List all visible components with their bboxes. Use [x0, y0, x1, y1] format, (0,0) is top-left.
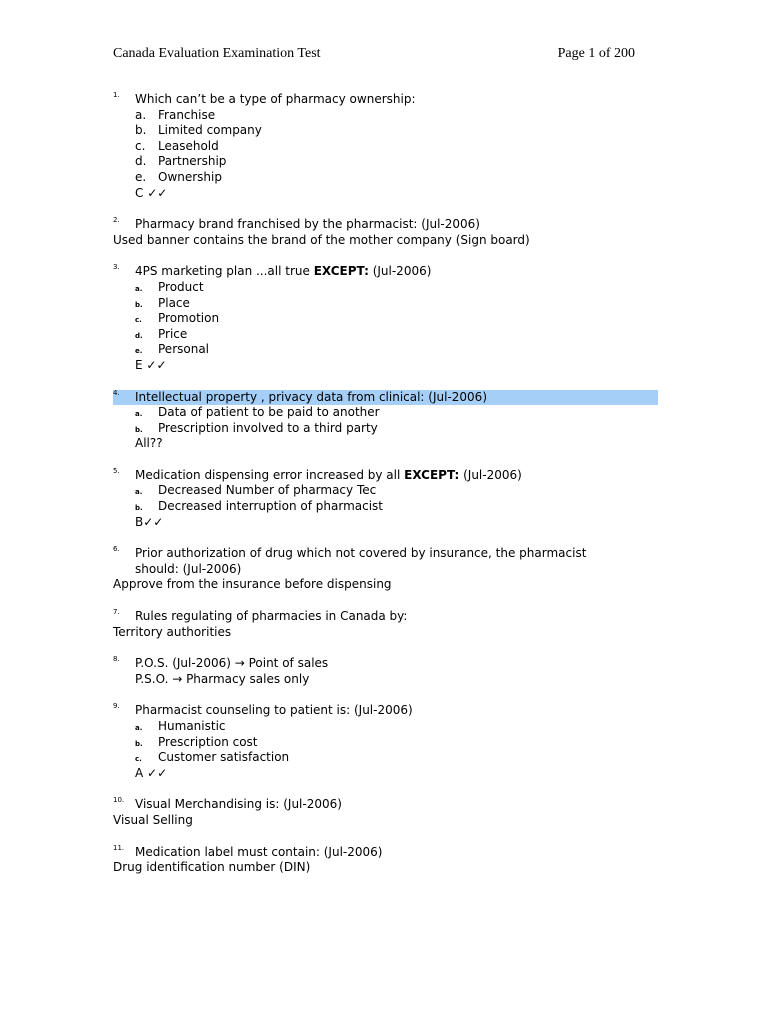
- option-letter: b.: [135, 300, 143, 309]
- question-number: 5.: [113, 466, 120, 475]
- question-text-line-2: P.S.O. → Pharmacy sales only: [135, 671, 310, 686]
- question-number: 3.: [113, 263, 120, 272]
- document-title: Canada Evaluation Examination Test: [113, 46, 321, 61]
- question-10: [113, 797, 658, 828]
- option: [135, 405, 658, 421]
- option-letter: a.: [135, 284, 143, 293]
- question-number: 9.: [113, 702, 120, 711]
- option-text: Product: [158, 279, 204, 294]
- option-text: Partnership: [158, 154, 227, 169]
- option-text: Promotion: [158, 311, 220, 326]
- option: [135, 327, 658, 343]
- question-8: [113, 656, 658, 687]
- question-text-part: (Jul-2006): [459, 467, 522, 482]
- option-text: Prescription cost: [158, 734, 258, 749]
- question-11: [113, 845, 658, 876]
- option-text: Price: [158, 326, 188, 341]
- option: [135, 719, 658, 735]
- option-letter: c.: [135, 138, 146, 153]
- question-number: 8.: [113, 655, 120, 664]
- answer: All??: [135, 436, 163, 451]
- answer: Used banner contains the brand of the mother company (Sign board): [113, 232, 530, 247]
- option-text: Customer satisfaction: [158, 750, 290, 765]
- question-list: [113, 92, 658, 892]
- question-3: [113, 264, 658, 373]
- option-text: Humanistic: [158, 719, 226, 733]
- option-text: Data of patient to be paid to another: [158, 405, 380, 420]
- answer: E ✓✓: [135, 357, 167, 372]
- question-number: 6.: [113, 545, 120, 554]
- option-letter: a.: [135, 724, 143, 732]
- question-number: 10.: [113, 796, 125, 805]
- answer: Drug identification number (DIN): [113, 860, 311, 875]
- option-letter: b.: [135, 123, 147, 138]
- option-letter: a.: [135, 410, 143, 419]
- option: [135, 108, 658, 124]
- option: [135, 170, 658, 186]
- option: [135, 421, 658, 437]
- option-letter: e.: [135, 169, 147, 184]
- option-letter: c.: [135, 755, 142, 764]
- question-1: [113, 92, 658, 201]
- answer: A ✓✓: [135, 765, 168, 780]
- option-letter: d.: [135, 154, 147, 169]
- option-letter: a.: [135, 107, 147, 122]
- option: [135, 311, 658, 327]
- options: [113, 483, 658, 514]
- option-text: Place: [158, 295, 190, 310]
- answer: C ✓✓: [135, 185, 168, 200]
- question-number: 11.: [113, 843, 125, 852]
- question-text: Pharmacy brand franchised by the pharmacist: (Jul-2006): [135, 217, 480, 232]
- question-text-bold: EXCEPT:: [404, 467, 460, 482]
- question-text: Which can’t be a type of pharmacy ownership:: [135, 92, 416, 106]
- options: [113, 719, 658, 766]
- question-number: 4.: [113, 388, 120, 397]
- option: [135, 154, 658, 170]
- option-text: Limited company: [158, 123, 262, 138]
- question-number: 1.: [113, 91, 120, 99]
- option-letter: c.: [135, 316, 142, 325]
- option-letter: e.: [135, 347, 143, 356]
- question-number: 7.: [113, 608, 120, 617]
- option: [135, 483, 658, 499]
- question-text: Visual Merchandising is: (Jul-2006): [135, 797, 342, 812]
- option: [135, 499, 658, 515]
- question-text: [113, 468, 658, 484]
- option: [135, 342, 658, 358]
- question-text: Pharmacist counseling to patient is: (Jul-2006): [135, 703, 413, 718]
- option-text: Decreased Number of pharmacy Tec: [158, 483, 377, 498]
- question-7: [113, 609, 658, 640]
- option-letter: a.: [135, 488, 143, 497]
- option: [135, 750, 658, 766]
- options: [113, 405, 658, 436]
- question-text-part: (Jul-2006): [368, 264, 432, 279]
- question-text: [113, 264, 658, 280]
- question-4: [113, 390, 658, 452]
- option-letter: b.: [135, 425, 143, 434]
- question-2: [113, 217, 658, 248]
- question-6: [113, 546, 658, 593]
- option-text: Leasehold: [158, 138, 219, 153]
- answer: Approve from the insurance before dispensing: [113, 577, 392, 592]
- option: [135, 280, 658, 296]
- question-text-part: 4PS marketing plan ...all true: [135, 264, 314, 279]
- answer: Visual Selling: [113, 812, 193, 827]
- question-number: 2.: [113, 216, 120, 225]
- options: [113, 280, 658, 358]
- option-text: Decreased interruption of pharmacist: [158, 499, 384, 514]
- option: [135, 735, 658, 751]
- option-text: Prescription involved to a third party: [158, 420, 378, 435]
- option-text: Personal: [158, 342, 210, 357]
- question-text-line-1: P.O.S. (Jul-2006) → Point of sales: [135, 656, 329, 671]
- question-text-line-1: Prior authorization of drug which not covered by insurance, the pharmacist: [135, 546, 587, 561]
- question-text-bold: EXCEPT:: [313, 264, 369, 279]
- page-number: Page 1 of 200: [557, 46, 635, 61]
- option: [135, 296, 658, 312]
- option-letter: b.: [135, 739, 143, 748]
- question-text-highlighted: Intellectual property , privacy data from clinical: (Jul-2006): [113, 390, 658, 406]
- option-letter: b.: [135, 504, 143, 513]
- option-text: Ownership: [158, 169, 222, 184]
- option: [135, 123, 658, 139]
- question-text: Medication label must contain: (Jul-2006): [135, 844, 383, 859]
- option: [135, 139, 658, 155]
- answer: B✓✓: [135, 514, 164, 529]
- page-header: [113, 46, 635, 66]
- option-letter: d.: [135, 331, 143, 340]
- option-text: Franchise: [158, 107, 216, 122]
- question-text: Rules regulating of pharmacies in Canada by:: [135, 609, 408, 624]
- question-text-line-2: should: (Jul-2006): [135, 561, 242, 576]
- question-5: [113, 468, 658, 530]
- answer: Territory authorities: [113, 624, 232, 639]
- options: [113, 108, 658, 186]
- question-text-part: Medication dispensing error increased by all: [135, 467, 405, 482]
- question-9: [113, 703, 658, 781]
